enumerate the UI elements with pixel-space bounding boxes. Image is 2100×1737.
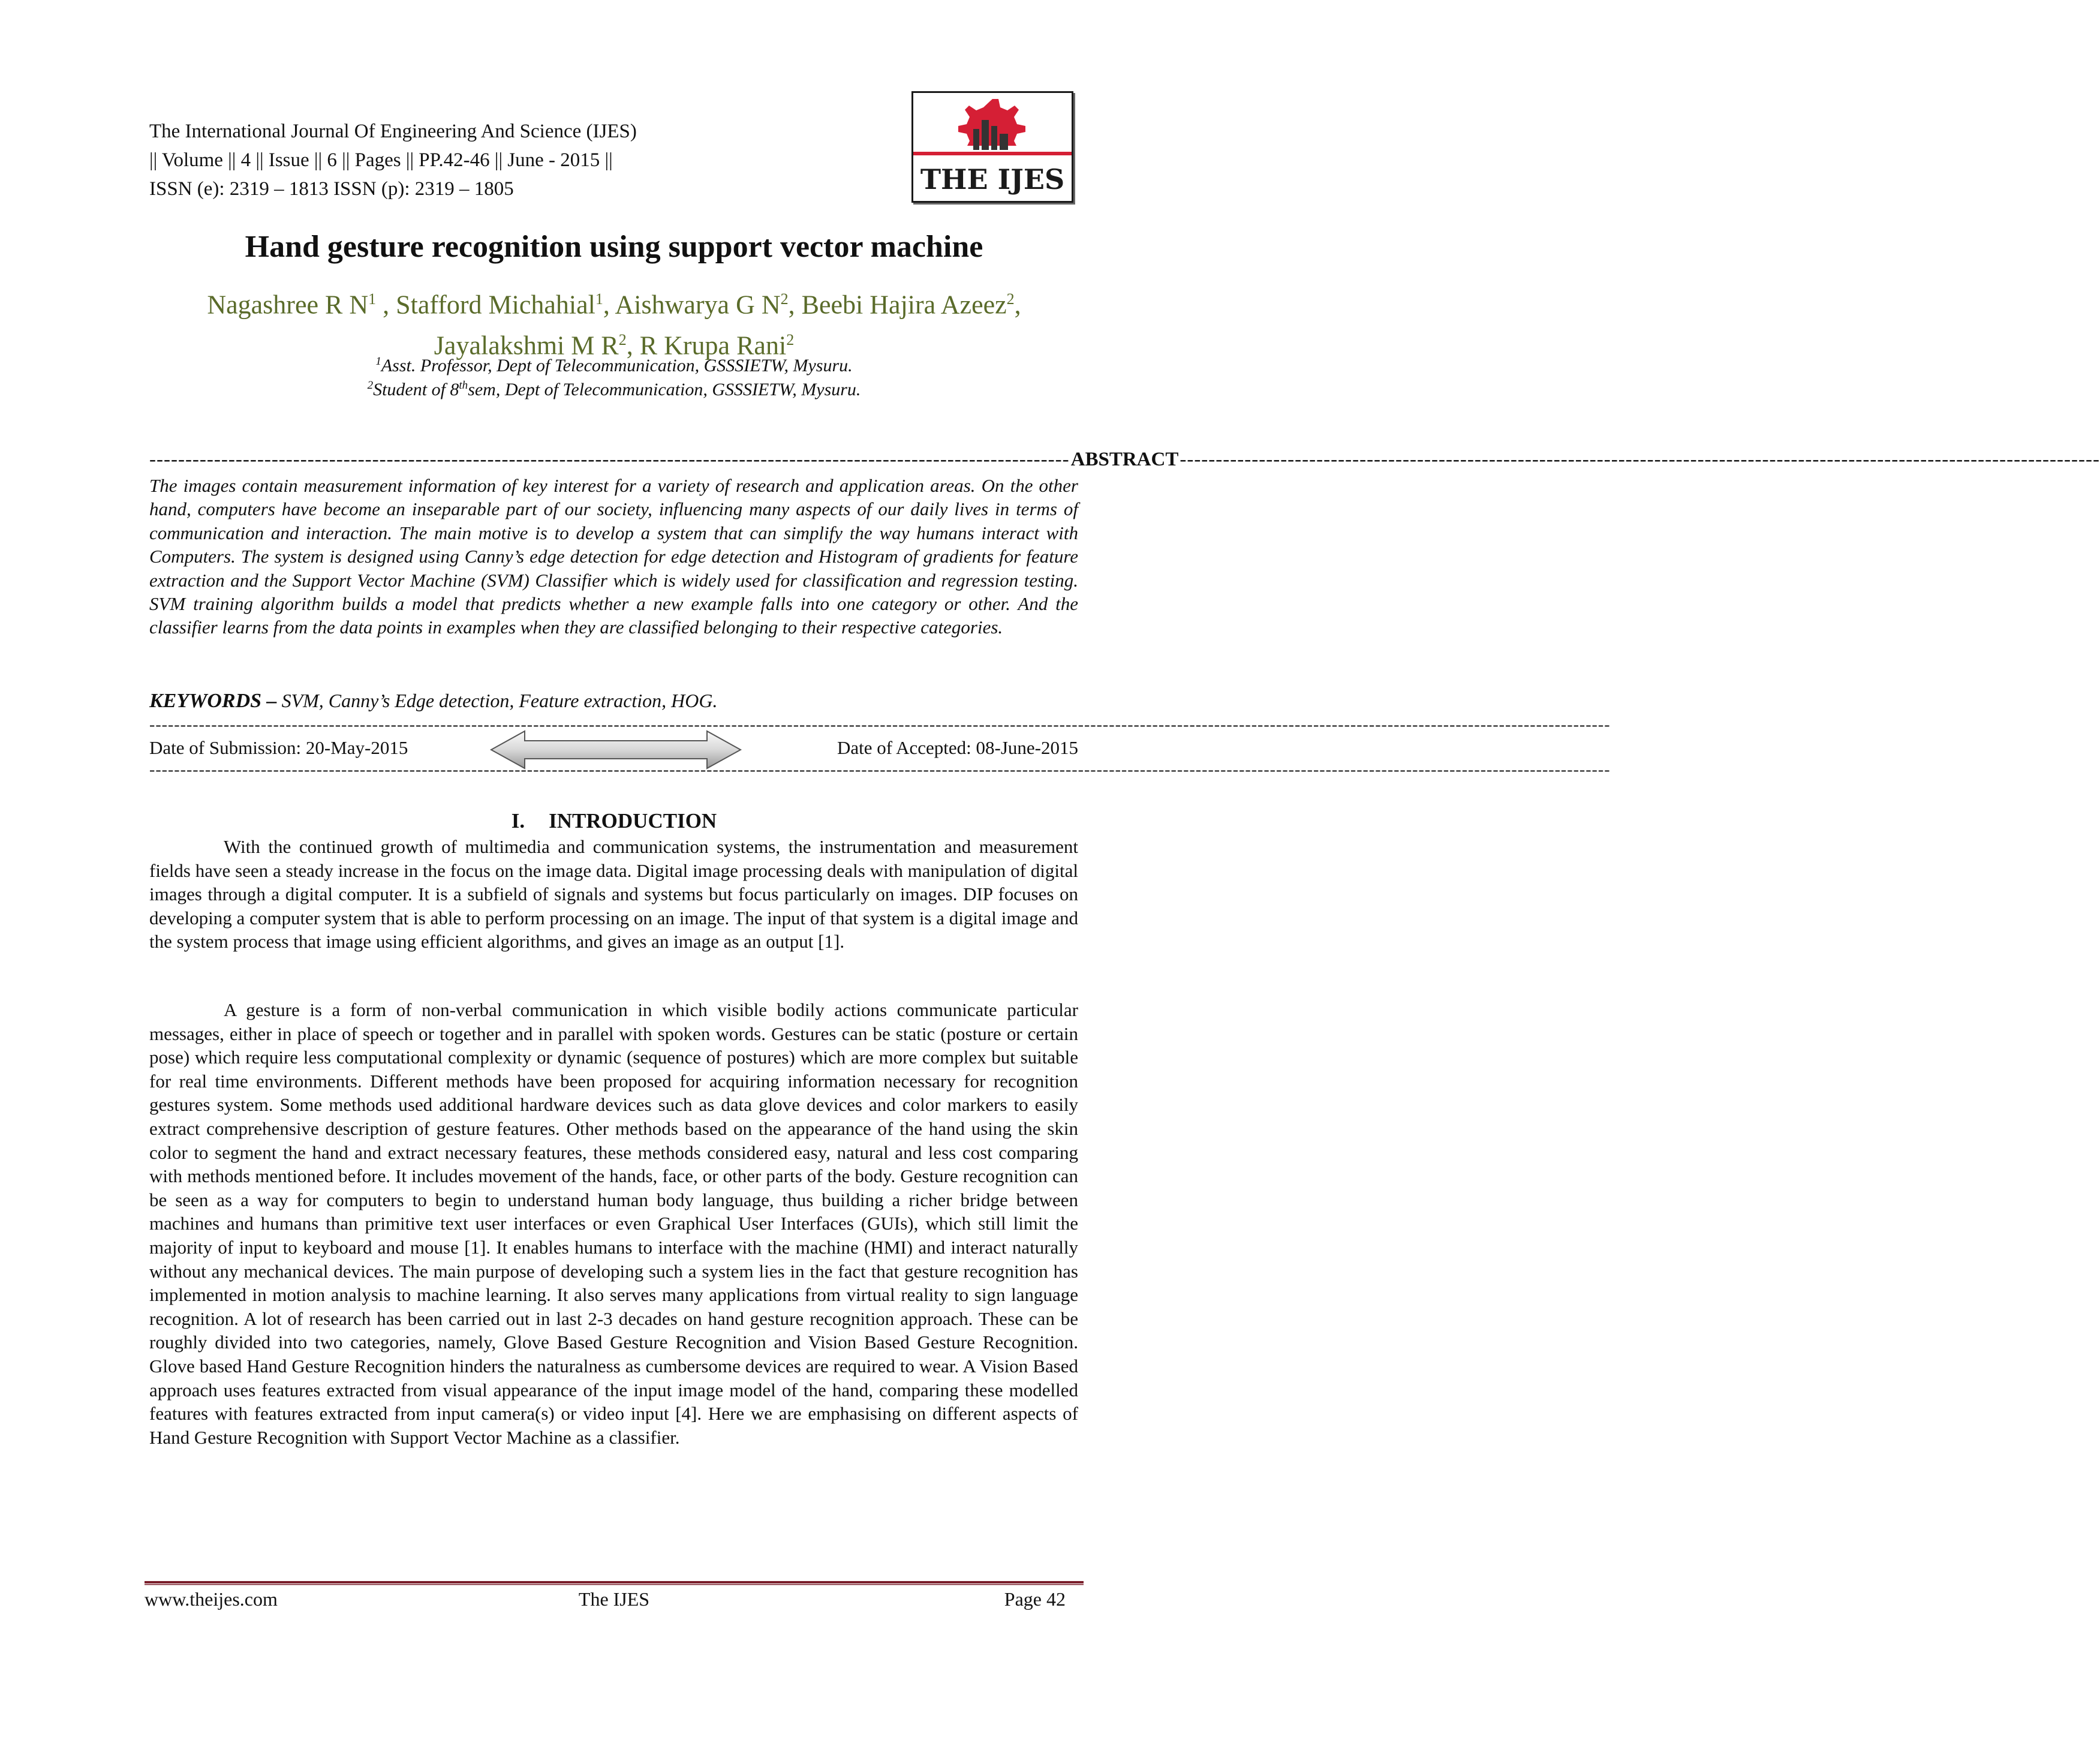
double-arrow-icon — [489, 729, 743, 771]
paragraph: With the continued growth of multimedia and communication systems, the instrumentation and measurement fields have seen a steady increase in the focus on the image data. Digital image processing deals with manipulation of digital images through a digital computer. It is a subfield of signals and systems but focus particularly on images. DIP focuses on developing a computer system that is able to perform processing on an image. The input of that system is a digital image and the system process that image using efficient algorithms, and gives an image as an output [1]. — [149, 836, 1078, 952]
journal-issn: ISSN (e): 2319 – 1813 ISSN (p): 2319 – 1805 — [149, 178, 514, 200]
dash-rule: -------------------------------------------------------------------------------------------------------------------------------------------------------------------------------------------------------------------------------------------- — [149, 761, 1611, 779]
author-affiliation-mark: 2 — [618, 330, 627, 348]
paragraph: A gesture is a form of non-verbal communication in which visible bodily actions communicate particular messages, either in place of speech or together and in parallel with spoken words. Gestures can be static (posture or certain pose) which require less computational complexity or dynamic (sequence of postures) which are more complex but suitable for real time environments. Different methods have been proposed for acquiring information necessary for recognition gestures system. Some methods used additional hardware devices such as data glove devices and color markers to easily extract comprehensive description of gesture features. Other methods based on the appearance of the hand using the skin color to segment the hand and extract necessary features, these methods considered easy, natural and less cost comparing with methods mentioned before. It includes movement of the hands, face, or other parts of the body. Gesture recognition can be seen as a way for computers to begin to understand human body language, thus building a richer bridge between machines and humans than primitive text user interfaces or even Graphical User Interfaces (GUIs), which still limit the majority of input to keyboard and mouse [1]. It enables humans to interface with the machine (HMI) and interact naturally without any mechanical devices. The main purpose of developing such a system lies in the fact that gesture recognition has implemented in motion analysis to machine learning. It also serves many applications from virtual reality to sign language recognition. A lot of research has been carried out in last 2-3 decades on hand gesture recognition approach. These can be roughly divided into two categories, namely, Glove Based Gesture Recognition and Vision Based Gesture Recognition. Glove based Hand Gesture Recognition hinders the naturalness as cumbersome devices are required to wear. A Vision Based approach uses features extracted from visual appearance of the input image model of the hand, comparing these modelled features with features extracted from input camera(s) or video input [4]. Here we are emphasising on different aspects of Hand Gesture Recognition with Support Vector Machine as a classifier. — [149, 999, 1078, 1448]
affiliation-2 — [0, 379, 1228, 400]
affiliation-1 — [0, 355, 1228, 376]
gear-icon — [913, 93, 1072, 201]
dash-rule: -------------------------------------------------------------------------------------------------------------------------------------------------------------------------------------------------------------------------------------------- — [149, 716, 1611, 734]
affiliation-text: Student of 8 — [373, 380, 459, 399]
accepted-date: Date of Accepted: 08-June-2015 — [837, 737, 1078, 758]
footer-journal: The IJES — [578, 1588, 650, 1610]
affiliation-text: Asst. Professor, Dept of Telecommunication, GSSSIETW, Mysuru. — [381, 356, 853, 375]
author-name: Jayalakshmi M R — [434, 330, 619, 360]
ijes-logo — [911, 91, 1073, 203]
author-separator: , — [1014, 290, 1021, 320]
abstract-heading-rule — [149, 449, 2100, 471]
affiliation-mark: 2 — [367, 379, 374, 392]
author-affiliation-mark: 1 — [595, 290, 603, 308]
footer-website-link[interactable]: www.theijes.com — [145, 1588, 278, 1610]
author-name: , Stafford Michahial — [383, 290, 595, 320]
affiliation-mark: 1 — [375, 355, 381, 368]
journal-volume: || Volume || 4 || Issue || 6 || Pages || PP.42-46 || June - 2015 || — [149, 149, 613, 171]
abstract-text: The images contain measurement information of key interest for a variety of research and application areas. On the other hand, computers have become an inseparable part of our society, influencing many aspects of our daily lives in terms of communication and interaction. The main motive is to develop a system that can simplify the way humans interact with Computers. The system is designed using Canny’s edge detection for edge detection and Histogram of gradients for feature extraction and the Support Vector Machine (SVM) Classifier which is widely used for classification and regression testing. SVM training algorithm builds a model that predicts whether a new example falls into one category or other. And the classifier learns from the data points in examples when they are classified belonging to their respective categories. — [149, 475, 1078, 638]
page-number: Page 42 — [1004, 1588, 1066, 1610]
keywords-text: SVM, Canny’s Edge detection, Feature extraction, HOG. — [276, 690, 718, 711]
author-affiliation-mark: 2 — [786, 330, 795, 348]
author-affiliation-mark: 1 — [368, 290, 377, 308]
page-footer — [145, 1588, 1084, 1610]
affiliation-text: sem, Dept of Telecommunication, GSSSIETW, Mysuru. — [468, 380, 861, 399]
ordinal-suffix: th — [459, 379, 468, 392]
section-number: I. — [511, 809, 525, 833]
author-name: , R Krupa Rani — [626, 330, 787, 360]
keywords-label: KEYWORDS – — [149, 690, 277, 712]
author-affiliation-mark: 2 — [1006, 290, 1015, 308]
footer-rule — [145, 1581, 1084, 1586]
keywords — [149, 690, 718, 713]
dash-rule: -------------------------------------------------------------------------------------------------------------------------------- — [149, 449, 1070, 470]
author-affiliation-mark: 2 — [780, 290, 789, 308]
journal-header — [149, 117, 839, 203]
author-line-1 — [120, 282, 1108, 323]
author-name: Nagashree R N — [207, 290, 369, 320]
section-title: INTRODUCTION — [549, 809, 717, 833]
submission-date: Date of Submission: 20-May-2015 — [149, 737, 408, 758]
author-name: , Aishwarya G N — [603, 290, 781, 320]
journal-name: The International Journal Of Engineering And Science (IJES) — [149, 121, 637, 142]
abstract-heading: ABSTRACT — [1070, 449, 1179, 470]
logo-text: THE IJES — [920, 163, 1065, 196]
dash-rule: -------------------------------------------------------------------------------------------------------------------------------- — [1180, 449, 2100, 470]
author-name: , Beebi Hajira Azeez — [788, 290, 1007, 320]
paper-title: Hand gesture recognition using support vector machine — [245, 230, 983, 264]
section-heading — [0, 809, 1228, 833]
author-list — [120, 282, 1108, 363]
